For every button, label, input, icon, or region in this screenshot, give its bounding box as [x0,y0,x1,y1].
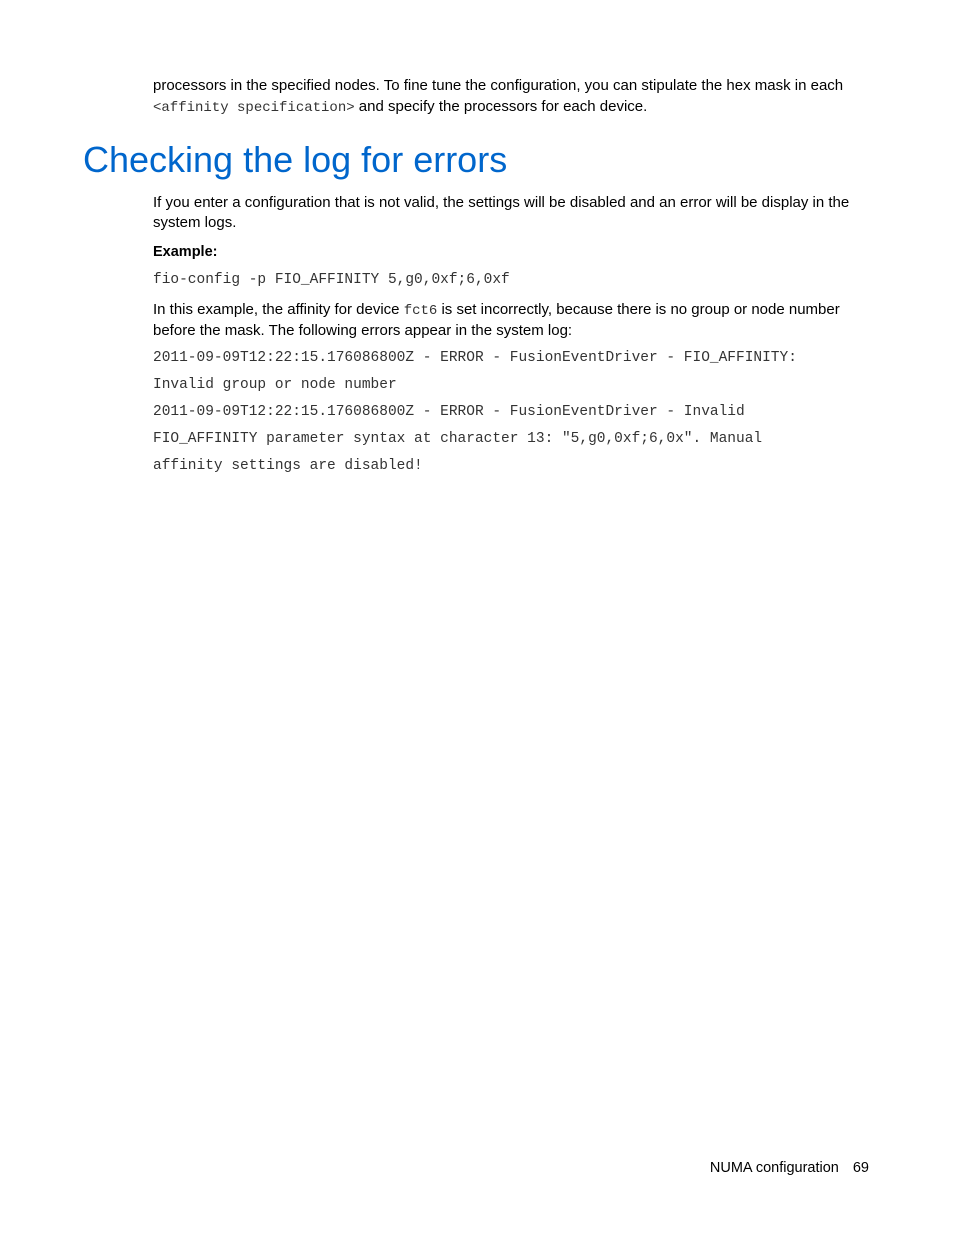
log-line-2: Invalid group or node number [153,377,397,393]
page-number: 69 [852,1160,869,1176]
para2-line-2: before the mask. The following errors appear in the system log: [153,322,573,339]
example-label: Example: [153,244,218,260]
log-line-4: FIO_AFFINITY parameter syntax at character 13: "5,g0,0xf;6,0x". Manual [153,431,763,447]
para2-line-1 [153,299,840,322]
intro-line-2 [153,96,647,119]
log-line-1: 2011-09-09T12:22:15.176086800Z - ERROR - FusionEventDriver - FIO_AFFINITY: [153,350,797,366]
page-footer [710,1158,869,1178]
log-line-5: affinity settings are disabled! [153,458,423,474]
device-fct6-code: fct6 [403,303,438,319]
para1-line-1: If you enter a configuration that is not valid, the settings will be disabled and an error will be display in the [153,194,850,211]
section-heading: Checking the log for errors [83,139,508,180]
para1-line-2: system logs. [153,214,237,231]
log-line-3: 2011-09-09T12:22:15.176086800Z - ERROR - FusionEventDriver - Invalid [153,404,745,420]
example-code: fio-config -p FIO_AFFINITY 5,g0,0xf;6,0xf [153,272,510,288]
para2-line-1-after: is set incorrectly, because there is no group or node number [437,301,840,318]
footer-section-name: NUMA configuration [709,1160,839,1176]
para2-line-1-before: In this example, the affinity for device [153,301,404,318]
intro-line-2-text: and specify the processors for each device. [354,98,648,115]
affinity-specification-code: <affinity specification> [153,100,355,116]
intro-line-1: processors in the specified nodes. To fine tune the configuration, you can stipulate the hex mask in each [153,77,844,94]
